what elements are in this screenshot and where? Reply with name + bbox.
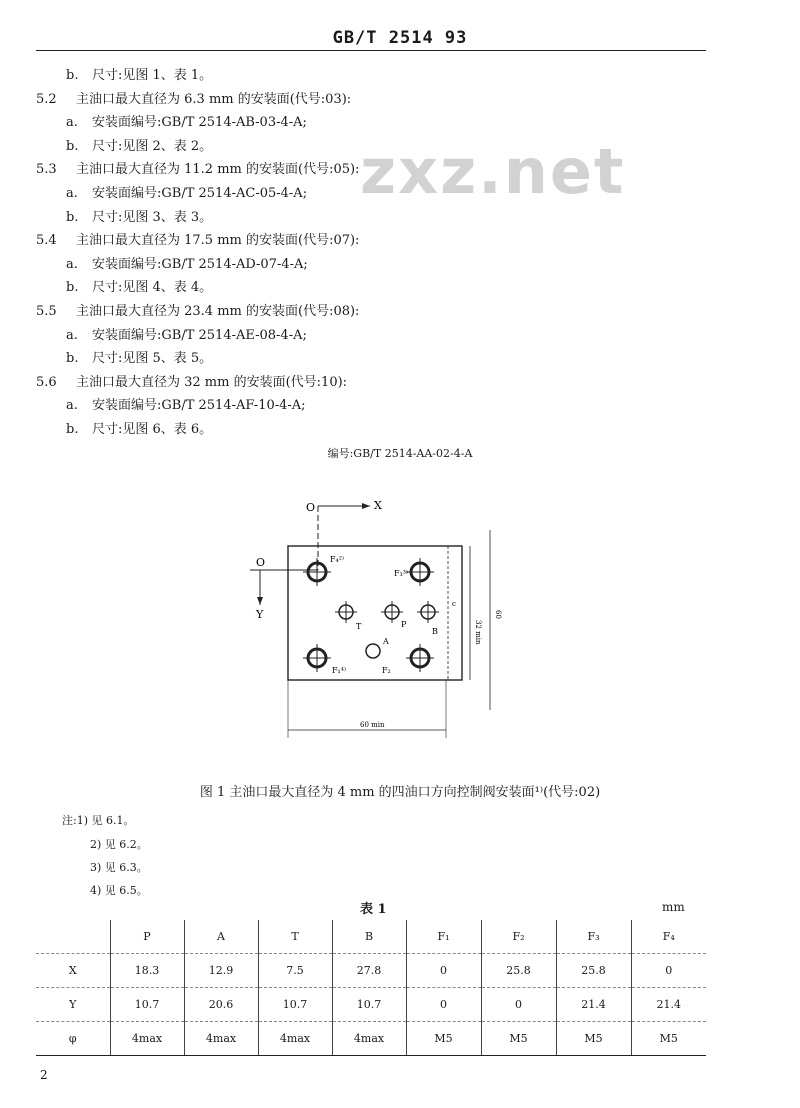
table-cell: 18.3 [110, 954, 184, 988]
clause-text: 主油口最大直径为 23.4 mm 的安装面(代号:08): [76, 304, 360, 319]
table-cell: 25.8 [481, 954, 556, 988]
clause-line [66, 280, 212, 296]
port-p-label: P [401, 620, 407, 629]
document-standard-number: GB/T 2514 93 [332, 28, 468, 48]
clause-line [66, 257, 308, 273]
clause-text: 尺寸:见图 5、表 5。 [92, 351, 213, 367]
clause-text: 尺寸:见图 4、表 4。 [92, 280, 213, 296]
port-f4-label: F₄²⁾ [330, 555, 344, 564]
port-b [417, 601, 439, 623]
table-cell: 10.7 [332, 988, 406, 1022]
table-row [36, 1022, 706, 1056]
port-a-label: A [383, 637, 389, 646]
table-row-label: Y [36, 988, 110, 1022]
y-axis-label: Y [256, 608, 264, 621]
clause-text: 尺寸:见图 1、表 1。 [92, 68, 213, 83]
table-cell: 10.7 [110, 988, 184, 1022]
table-cell: M5 [631, 1022, 706, 1056]
port-f4 [303, 558, 331, 586]
table-cell: 21.4 [631, 988, 706, 1022]
clause-text: 主油口最大直径为 17.5 mm 的安装面(代号:07): [76, 233, 360, 249]
clause-line [66, 328, 307, 344]
mounting-plate-outline [288, 546, 462, 680]
clause-text: 尺寸:见图 3、表 3。 [92, 209, 213, 225]
clause-line [36, 375, 347, 391]
watermark: zxz.net [360, 135, 626, 208]
table-row [36, 954, 706, 988]
clause-text: 尺寸:见图 6、表 6。 [92, 422, 213, 437]
table-header-cell: A [184, 920, 258, 954]
clause-text: 安装面编号:GB/T 2514-AD-07-4-A; [92, 256, 308, 272]
table-cell: M5 [406, 1022, 481, 1056]
origin-label-top: O [306, 501, 316, 514]
clause-number: 5.5 [36, 304, 57, 319]
table-header-cell: F₂ [481, 920, 556, 954]
clause-subitem-marker: a. [66, 186, 78, 201]
figure-caption: 图 1 主油口最大直径为 4 mm 的四油口方向控制阀安装面¹⁾(代号:02) [199, 785, 601, 800]
table-cell: 4max [332, 1022, 406, 1056]
table-header-cell [36, 920, 110, 954]
table-cell: 21.4 [556, 988, 631, 1022]
clause-number: 5.3 [36, 162, 57, 178]
clause-line [36, 304, 359, 320]
port-t-label: T [356, 622, 362, 631]
clause-number: 5.4 [36, 233, 57, 249]
dim-label-c: c [452, 600, 456, 608]
dimension-table [36, 920, 706, 1056]
clause-number: 5.2 [36, 91, 57, 107]
table-cell: 27.8 [332, 954, 406, 988]
table-cell: 4max [110, 1022, 184, 1056]
clause-line [66, 115, 307, 131]
table-cell: 20.6 [184, 988, 258, 1022]
port-a [366, 644, 380, 658]
port-f3 [406, 558, 434, 586]
clause-line [66, 139, 212, 155]
clause-text: 安装面编号:GB/T 2514-AC-05-4-A; [92, 186, 308, 201]
port-p [381, 601, 403, 623]
table-cell: 25.8 [556, 954, 631, 988]
clause-subitem-marker: a. [66, 398, 78, 414]
header-rule [36, 50, 706, 51]
port-f1-label: F₁⁴⁾ [332, 666, 346, 675]
x-axis-arrow [362, 503, 370, 509]
table-title: 表 1 [360, 902, 387, 917]
mounting-surface-diagram [240, 490, 540, 750]
table-header-cell: P [110, 920, 184, 954]
note-item: 4) 见 6.5。 [90, 884, 148, 897]
clause-text: 主油口最大直径为 32 mm 的安装面(代号:10): [76, 374, 348, 390]
clause-number: 5.6 [36, 374, 57, 390]
note-item: 2) 见 6.2。 [90, 838, 148, 851]
table-cell: 0 [631, 954, 706, 988]
table-cell: M5 [481, 1022, 556, 1056]
clause-line [66, 210, 212, 226]
clause-line [66, 351, 212, 367]
port-f1 [303, 644, 331, 672]
port-f2-label: F₂ [382, 666, 391, 675]
clause-subitem-marker: b. [66, 138, 79, 154]
table-header-cell: F₃ [556, 920, 631, 954]
clause-subitem-marker: b. [66, 351, 79, 367]
table-unit: mm [662, 900, 685, 914]
table-cell: 10.7 [258, 988, 332, 1022]
dim-label-outer: 60 [494, 610, 502, 619]
table-cell: 4max [258, 1022, 332, 1056]
port-f3-label: F₃³⁾ [394, 569, 408, 578]
clause-line [36, 162, 359, 178]
dim-label-inner: 32 min [474, 620, 482, 645]
page-number: 2 [40, 1068, 48, 1082]
clause-text: 安装面编号:GB/T 2514-AB-03-4-A; [92, 115, 307, 131]
table-header-cell: F₄ [631, 920, 706, 954]
clause-line [66, 398, 306, 414]
table-cell: 0 [406, 988, 481, 1022]
clause-subitem-marker: a. [66, 115, 78, 131]
clause-text: 主油口最大直径为 6.3 mm 的安装面(代号:03): [76, 91, 352, 107]
x-axis-label: X [374, 499, 382, 512]
origin-label-left: O [256, 556, 266, 569]
y-axis-arrow [257, 597, 263, 605]
dim-label-width: 60 min [360, 721, 385, 729]
table-cell: 4max [184, 1022, 258, 1056]
clause-line [66, 422, 212, 438]
clause-line [66, 186, 307, 202]
clause-subitem-marker: a. [66, 256, 78, 272]
port-b-label: B [432, 627, 438, 636]
clause-subitem-marker: b. [66, 280, 79, 296]
port-f2 [406, 644, 434, 672]
table-cell: M5 [556, 1022, 631, 1056]
table-row [36, 988, 706, 1022]
table-header-cell: F₁ [406, 920, 481, 954]
table-cell: 0 [481, 988, 556, 1022]
table-header-cell: B [332, 920, 406, 954]
clause-text: 安装面编号:GB/T 2514-AF-10-4-A; [92, 398, 306, 414]
table-cell: 7.5 [258, 954, 332, 988]
figure-id-label: 编号:GB/T 2514-AA-02-4-A [327, 447, 473, 460]
note-item: 3) 见 6.3。 [90, 861, 148, 874]
clause-subitem-marker: a. [66, 327, 78, 343]
table-header-row [36, 920, 706, 954]
clause-text: 安装面编号:GB/T 2514-AE-08-4-A; [92, 327, 307, 343]
notes-intro: 注:1) 见 6.1。 [62, 814, 135, 827]
clause-text: 尺寸:见图 2、表 2。 [92, 138, 213, 154]
table-row-label: X [36, 954, 110, 988]
clause-subitem-marker: b. [66, 209, 79, 225]
table-cell: 12.9 [184, 954, 258, 988]
clause-subitem-marker: b. [66, 422, 79, 437]
clause-line [36, 233, 359, 249]
clause-subitem-marker: b. [66, 68, 79, 83]
clause-line [66, 68, 212, 84]
port-t [335, 601, 357, 623]
clause-text: 主油口最大直径为 11.2 mm 的安装面(代号:05): [76, 162, 360, 178]
table-cell: 0 [406, 954, 481, 988]
table-header-cell: T [258, 920, 332, 954]
table-row-label: φ [36, 1022, 110, 1056]
clause-line [36, 92, 351, 108]
